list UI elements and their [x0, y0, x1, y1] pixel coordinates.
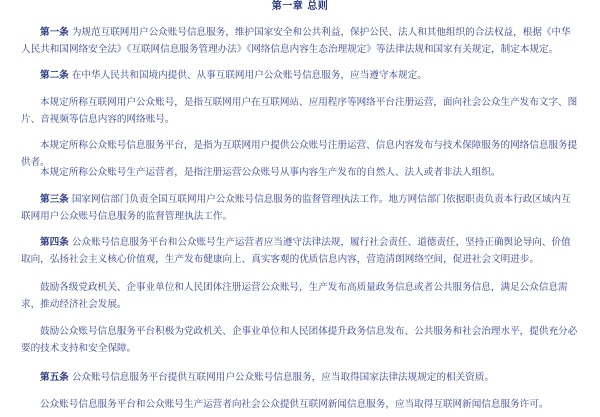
article-label: 第一条	[40, 27, 69, 38]
paragraph-text: 本规定所称公众账号信息服务平台，是指为互联网用户提供公众账号注册运营、信息内容发布与技术保障服务的网络信息服务提供者。	[21, 140, 578, 168]
definition-account-paragraph	[21, 94, 580, 128]
article-3-paragraph	[21, 191, 580, 225]
encourage-agencies-paragraph	[21, 279, 580, 313]
encourage-platforms-paragraph	[21, 323, 580, 357]
article-label: 第三条	[40, 194, 69, 205]
article-4-paragraph	[21, 234, 580, 268]
paragraph-text: 鼓励各级党政机关、企事业单位和人民团体注册运营公众账号，生产发布高质量政务信息或者公共服务信息，满足公众信息需求，推动经济社会发展。	[21, 282, 568, 310]
paragraph-text: 本规定所称公众账号生产运营者，是指注册运营公众账号从事内容生产发布的自然人、法人或者非法人组织。	[40, 167, 501, 178]
paragraph-text: 公众账号信息服务平台和公众账号生产运营者向社会公众提供互联网新闻信息服务，应当取得互联网新闻信息服务许可。	[40, 399, 549, 410]
article-label: 第二条	[40, 70, 69, 81]
paragraph-text: 公众账号信息服务平台提供互联网用户公众账号信息服务，应当取得国家法律法规规定的相关资质。	[68, 372, 494, 383]
paragraph-text: 公众账号信息服务平台和公众账号生产运营者应当遵守法律法规，履行社会责任、道德责任，坚持正确舆论导向、价值取向，弘扬社会主义核心价值观，生产发布健康向上、真实客观的优质信息内容，营造清朗网络空间，促进社会文明进步。	[21, 237, 571, 265]
definition-operator-paragraph	[21, 164, 580, 181]
paragraph-text: 本规定所称互联网用户公众账号，是指互联网用户在互联网站、应用程序等网络平台注册运营，面向社会公众生产发布文字、图片、音视频等信息内容的网络账号。	[21, 97, 578, 125]
article-2-paragraph	[21, 67, 580, 84]
news-license-paragraph	[21, 396, 580, 413]
paragraph-text: 在中华人民共和国境内提供、从事互联网用户公众账号信息服务，应当遵守本规定。	[68, 70, 427, 81]
chapter-title: 第一章 总则	[271, 1, 329, 12]
paragraph-text: 国家网信部门负责全国互联网用户公众账号信息服务的监督管理执法工作。地方网信部门依据职责负责本行政区域内互联网用户公众账号信息服务的监督管理执法工作。	[21, 194, 571, 222]
article-label: 第四条	[40, 237, 69, 248]
article-5-paragraph	[21, 369, 580, 386]
paragraph-text: 鼓励公众账号信息服务平台积极为党政机关、企事业单位和人民团体提升政务信息发布、公共服务和社会治理水平，提供充分必要的技术支持和安全保障。	[21, 326, 578, 354]
paragraph-text: 为规范互联网用户公众账号信息服务，维护国家安全和公共利益，保护公民、法人和其他组织的合法权益，根据《中华人民共和国网络安全法》《互联网信息服务管理办法》《网络信息内容生态治理规定》等法律法规和国家有关规定，制定本规定。	[21, 27, 571, 55]
article-label: 第五条	[40, 372, 69, 383]
article-1-paragraph	[21, 24, 580, 58]
